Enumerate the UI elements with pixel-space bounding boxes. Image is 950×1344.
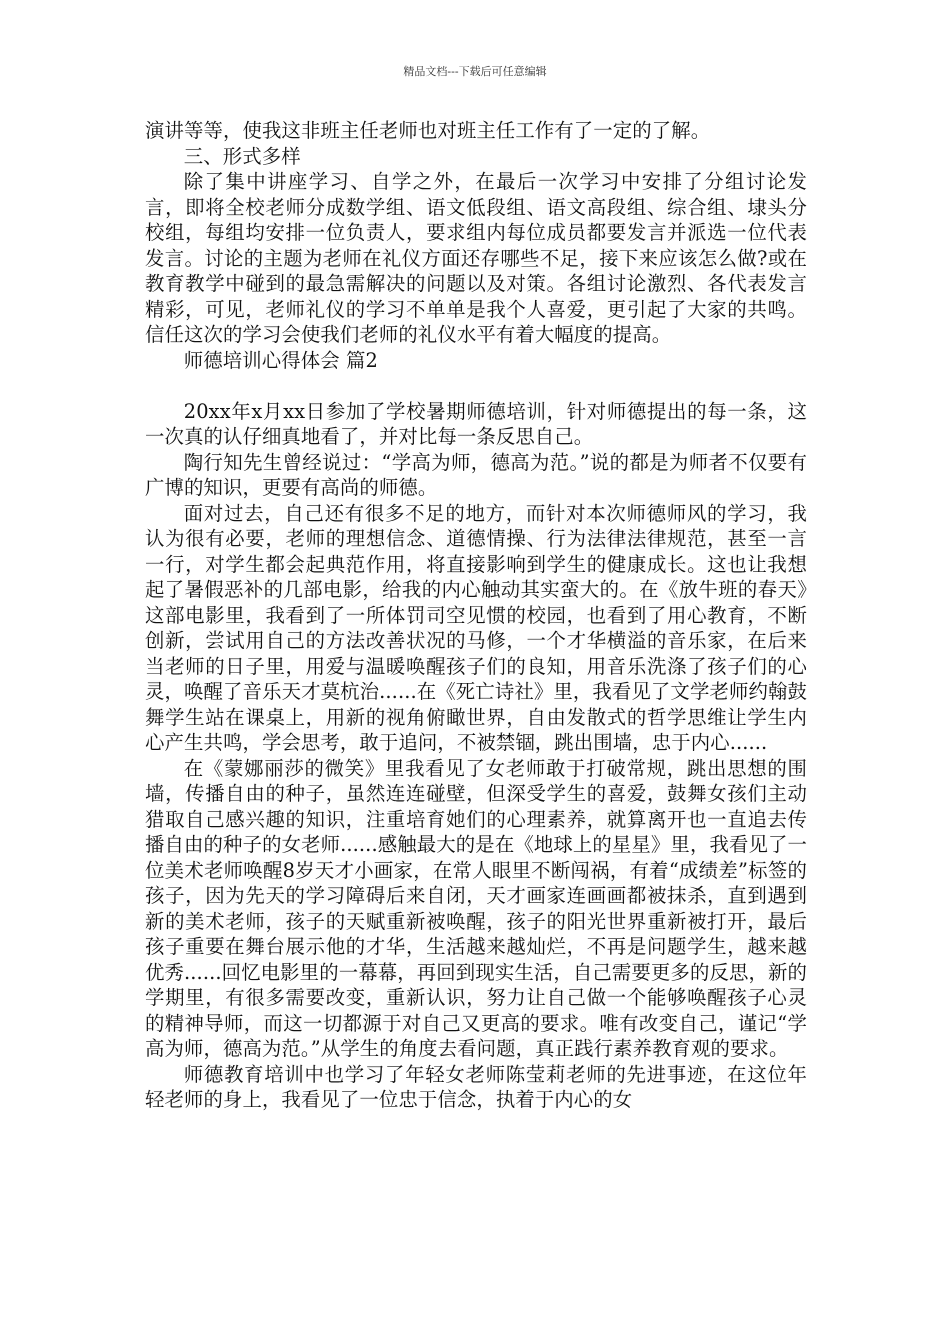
blank-line xyxy=(145,373,807,399)
paragraph: 在《蒙娜丽莎的微笑》里我看见了女老师敢于打破常规，跳出思想的围墙，传播自由的种子，虽然连连碰壁，但深受学生的喜爱，鼓舞女孩们主动猎取自己感兴趣的知识，注重培育她们的心理素养，就算离开也一直追去传播自由的种子的女老师......感触最大的是在《地球上的星星》里，我看见了一位美术老师唤醒8岁天才小画家，在常人眼里不断闯祸，有着“成绩差”标签的孩子，因为先天的学习障碍后来自闭，天才画家连画画都被抹杀，直到遇到新的美术老师，孩子的天赋重新被唤醒，孩子的阳光世界重新被打开，最后孩子重要在舞台展示他的才华，生活越来越灿烂，不再是问题学生，越来越优秀......回忆电影里的一幕幕，再回到现实生活，自己需要更多的反思，新的学期里，有很多需要改变，重新认识，努力让自己做一个能够唤醒孩子心灵的精神导师，而这一切都源于对自己又更高的要求。唯有改变自己，谨记“学高为师，德高为范。”从学生的角度去看问题，真正践行素养教育观的要求。 xyxy=(145,756,807,1060)
paragraph: 20xx年x月xx日参加了学校暑期师德培训，针对师德提出的每一条，这一次真的认仔细真地看了，并对比每一条反思自己。 xyxy=(145,399,807,448)
paragraph: 除了集中讲座学习、自学之外，在最后一次学习中安排了分组讨论发言，即将全校老师分成数学组、语文低段组、语文高段组、综合组、埭头分校组，每组均安排一位负责人，要求组内每位成员都要发言并派选一位代表发言。讨论的主题为老师在礼仪方面还存哪些不足，接下来应该怎么做?或在教育教学中碰到的最急需解决的问题以及对策。各组讨论激烈、各代表发言精彩，可见，老师礼仪的学习不单单是我个人喜爱，更引起了大家的共鸣。信任这次的学习会使我们老师的礼仪水平有着大幅度的提高。 xyxy=(145,170,807,346)
paragraph: 陶行知先生曾经说过：“学高为师，德高为范。”说的都是为师者不仅要有广博的知识，更要有高尚的师德。 xyxy=(145,450,807,499)
paragraph: 演讲等等，使我这非班主任老师也对班主任工作有了一定的了解。 xyxy=(145,119,711,142)
page-header: 精品文档---下载后可任意编辑 xyxy=(403,65,547,78)
section-heading: 三、形式多样 xyxy=(183,144,301,168)
article-title: 师德培训心得体会 篇2 xyxy=(183,348,378,372)
document-body xyxy=(145,118,807,1113)
paragraph: 师德教育培训中也学习了年轻女老师陈莹莉老师的先进事迹，在这位年轻老师的身上，我看见了一位忠于信念，执着于内心的女 xyxy=(145,1062,807,1111)
paragraph: 面对过去，自己还有很多不足的地方，而针对本次师德师风的学习，我认为很有必要，老师的理想信念、道德情操、行为法律法律规范，甚至一言一行，对学生都会起典范作用，将直接影响到学生的健康成长。这也让我想起了暑假恶补的几部电影，给我的内心触动其实蛮大的。在《放牛班的春天》这部电影里，我看到了一所体罚司空见惯的校园，也看到了用心教育，不断创新，尝试用自己的方法改善状况的马修，一个才华横溢的音乐家，在后来当老师的日子里，用爱与温暖唤醒孩子们的良知，用音乐洗涤了孩子们的心灵，唤醒了音乐天才莫杭治......在《死亡诗社》里，我看见了文学老师约翰鼓舞学生站在课桌上，用新的视角俯瞰世界，自由发散式的哲学思维让学生内心产生共鸣，学会思考，敢于追问，不被禁锢，跳出围墙，忠于内心...... xyxy=(145,501,807,754)
